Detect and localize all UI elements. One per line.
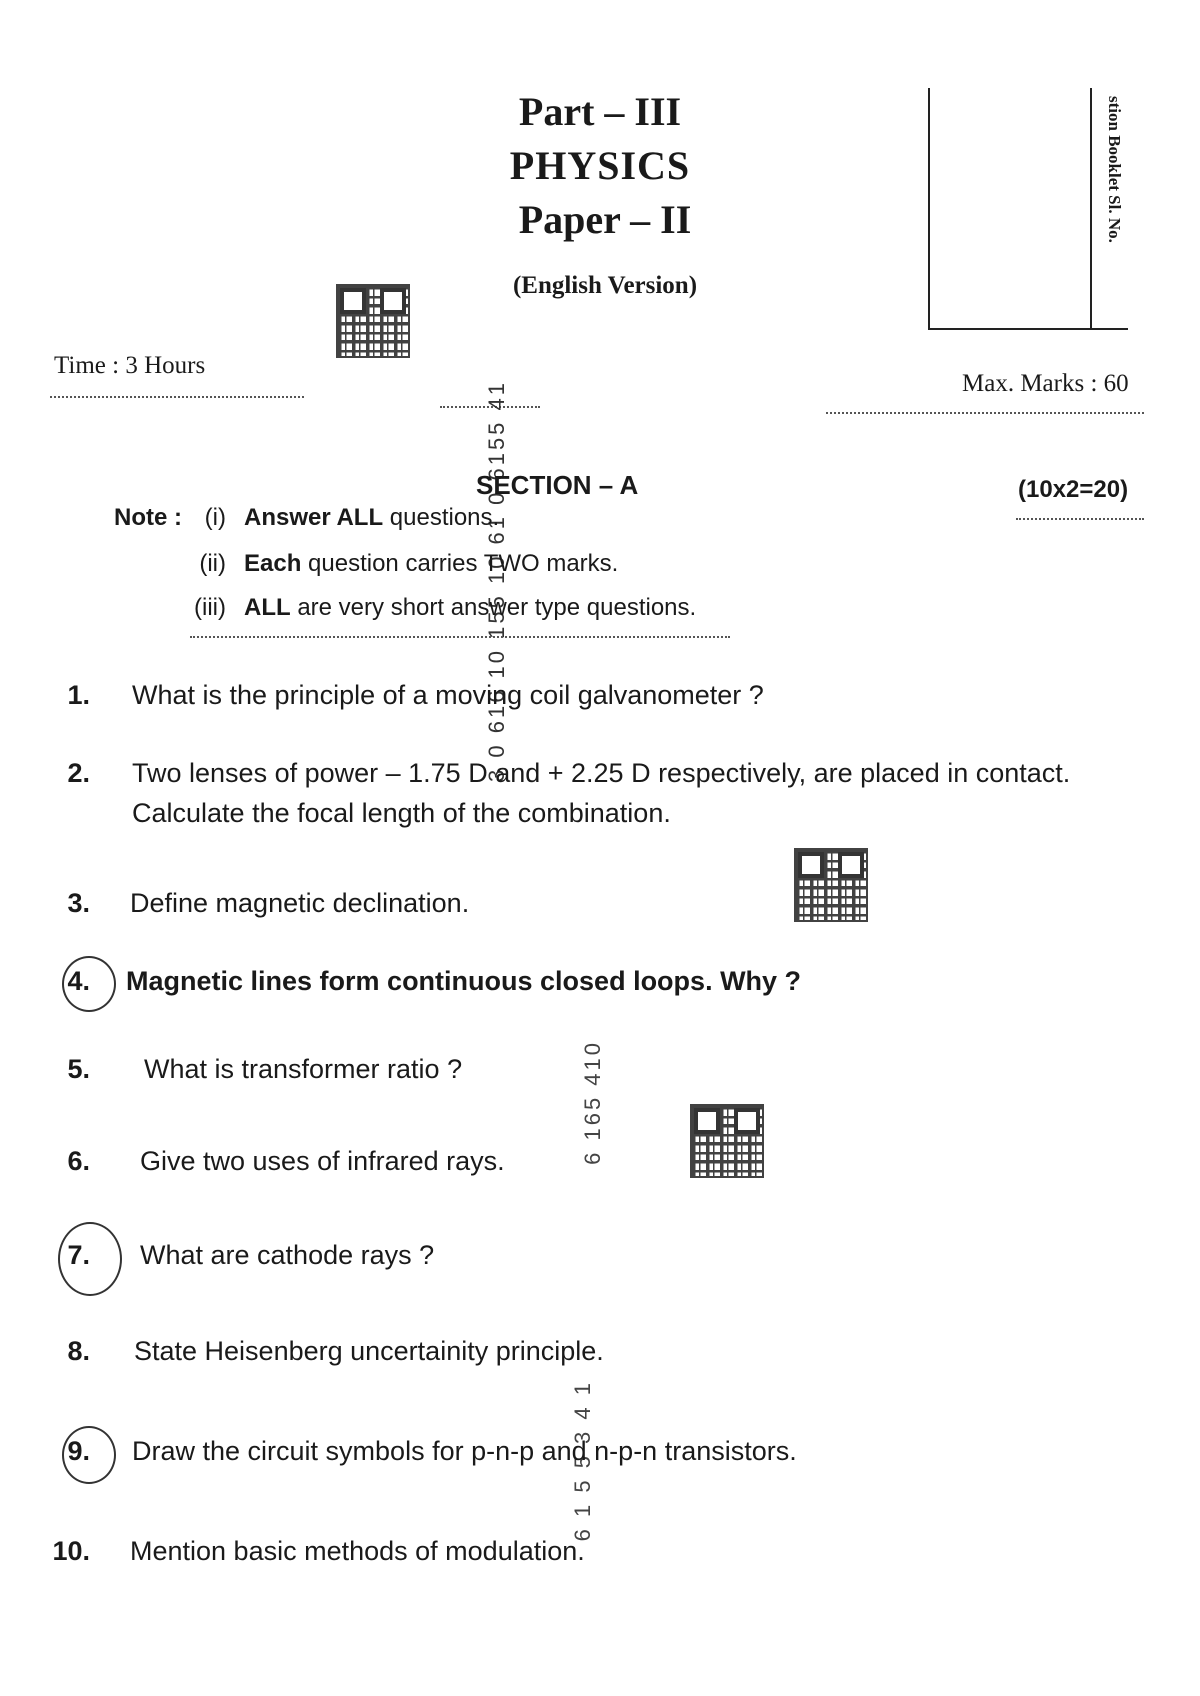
booklet-label-bar (1090, 88, 1128, 328)
part-title: Part – III (518, 89, 682, 134)
note-label: Note : (114, 504, 182, 531)
question-text: Give two uses of infrared rays. (140, 1146, 505, 1176)
paper-title: Paper – II (518, 197, 692, 242)
subject-title: PHYSICS (509, 143, 691, 188)
question-text: What is transformer ratio ? (144, 1054, 463, 1084)
note-number: (iii) (194, 594, 226, 621)
section-title: SECTION – A (476, 470, 639, 500)
divider (190, 636, 730, 638)
qr-code-icon (794, 848, 868, 922)
divider (50, 396, 304, 398)
note-bold: Each (244, 550, 302, 577)
note-text (244, 594, 696, 622)
question-number: 9. (67, 1436, 90, 1466)
note-item (0, 550, 1200, 590)
question-number: 7. (67, 1240, 90, 1270)
question-text: Define magnetic declination. (130, 888, 470, 918)
version-label: (English Version) (512, 272, 698, 299)
note-bold: Answer ALL (244, 504, 384, 531)
question-text-continued: Calculate the focal length of the combination. (132, 798, 671, 828)
note-text (244, 550, 618, 578)
question-number: 5. (67, 1054, 90, 1084)
question-number: 10. (52, 1536, 90, 1566)
note-rest: question carries TWO marks. (301, 550, 619, 577)
question-text: Draw the circuit symbols for p-n-p and n-p-n transistors. (132, 1436, 797, 1466)
time-label: Time : 3 Hours (54, 352, 206, 379)
note-item (0, 594, 1200, 634)
question-text: What are cathode rays ? (140, 1240, 435, 1270)
note-number: (ii) (199, 550, 226, 577)
question-number: 4. (67, 966, 90, 996)
qr-code-icon (336, 284, 410, 358)
qr-code-icon (690, 1104, 764, 1178)
question-text: Magnetic lines form continuous closed loops. Why ? (126, 966, 802, 996)
question-text: State Heisenberg uncertainity principle. (134, 1336, 604, 1366)
question-number: 1. (67, 680, 90, 710)
note-number: (i) (204, 504, 226, 531)
question-text: Mention basic methods of modulation. (130, 1536, 585, 1566)
question-number: 6. (67, 1146, 90, 1176)
vertical-serial-code: 6 1 5 5 3 4 1 (570, 1380, 595, 1542)
note-text (244, 504, 499, 532)
section-marks: (10x2=20) (1018, 476, 1129, 503)
vertical-serial-code: 6 165 410 (580, 1040, 605, 1165)
vertical-serial-code: 3 0 616 10 155 10 61 0 6155 41 (484, 380, 509, 782)
note-rest: are very short answer type questions. (290, 594, 697, 621)
note-bold: ALL (244, 594, 291, 621)
note-rest: questions. (383, 504, 500, 531)
booklet-label: stion Booklet Sl. No. (1105, 96, 1124, 243)
divider (826, 412, 1144, 414)
note-item (0, 504, 1200, 544)
question-text: What is the principle of a moving coil galvanometer ? (132, 680, 764, 710)
question-text: Two lenses of power – 1.75 D and + 2.25 D respectively, are placed in contact. (132, 758, 1071, 788)
question-number: 2. (67, 758, 90, 788)
question-number: 8. (67, 1336, 90, 1366)
question-number: 3. (67, 888, 90, 918)
max-marks-label: Max. Marks : 60 (962, 370, 1129, 397)
booklet-number-box (928, 88, 1128, 330)
